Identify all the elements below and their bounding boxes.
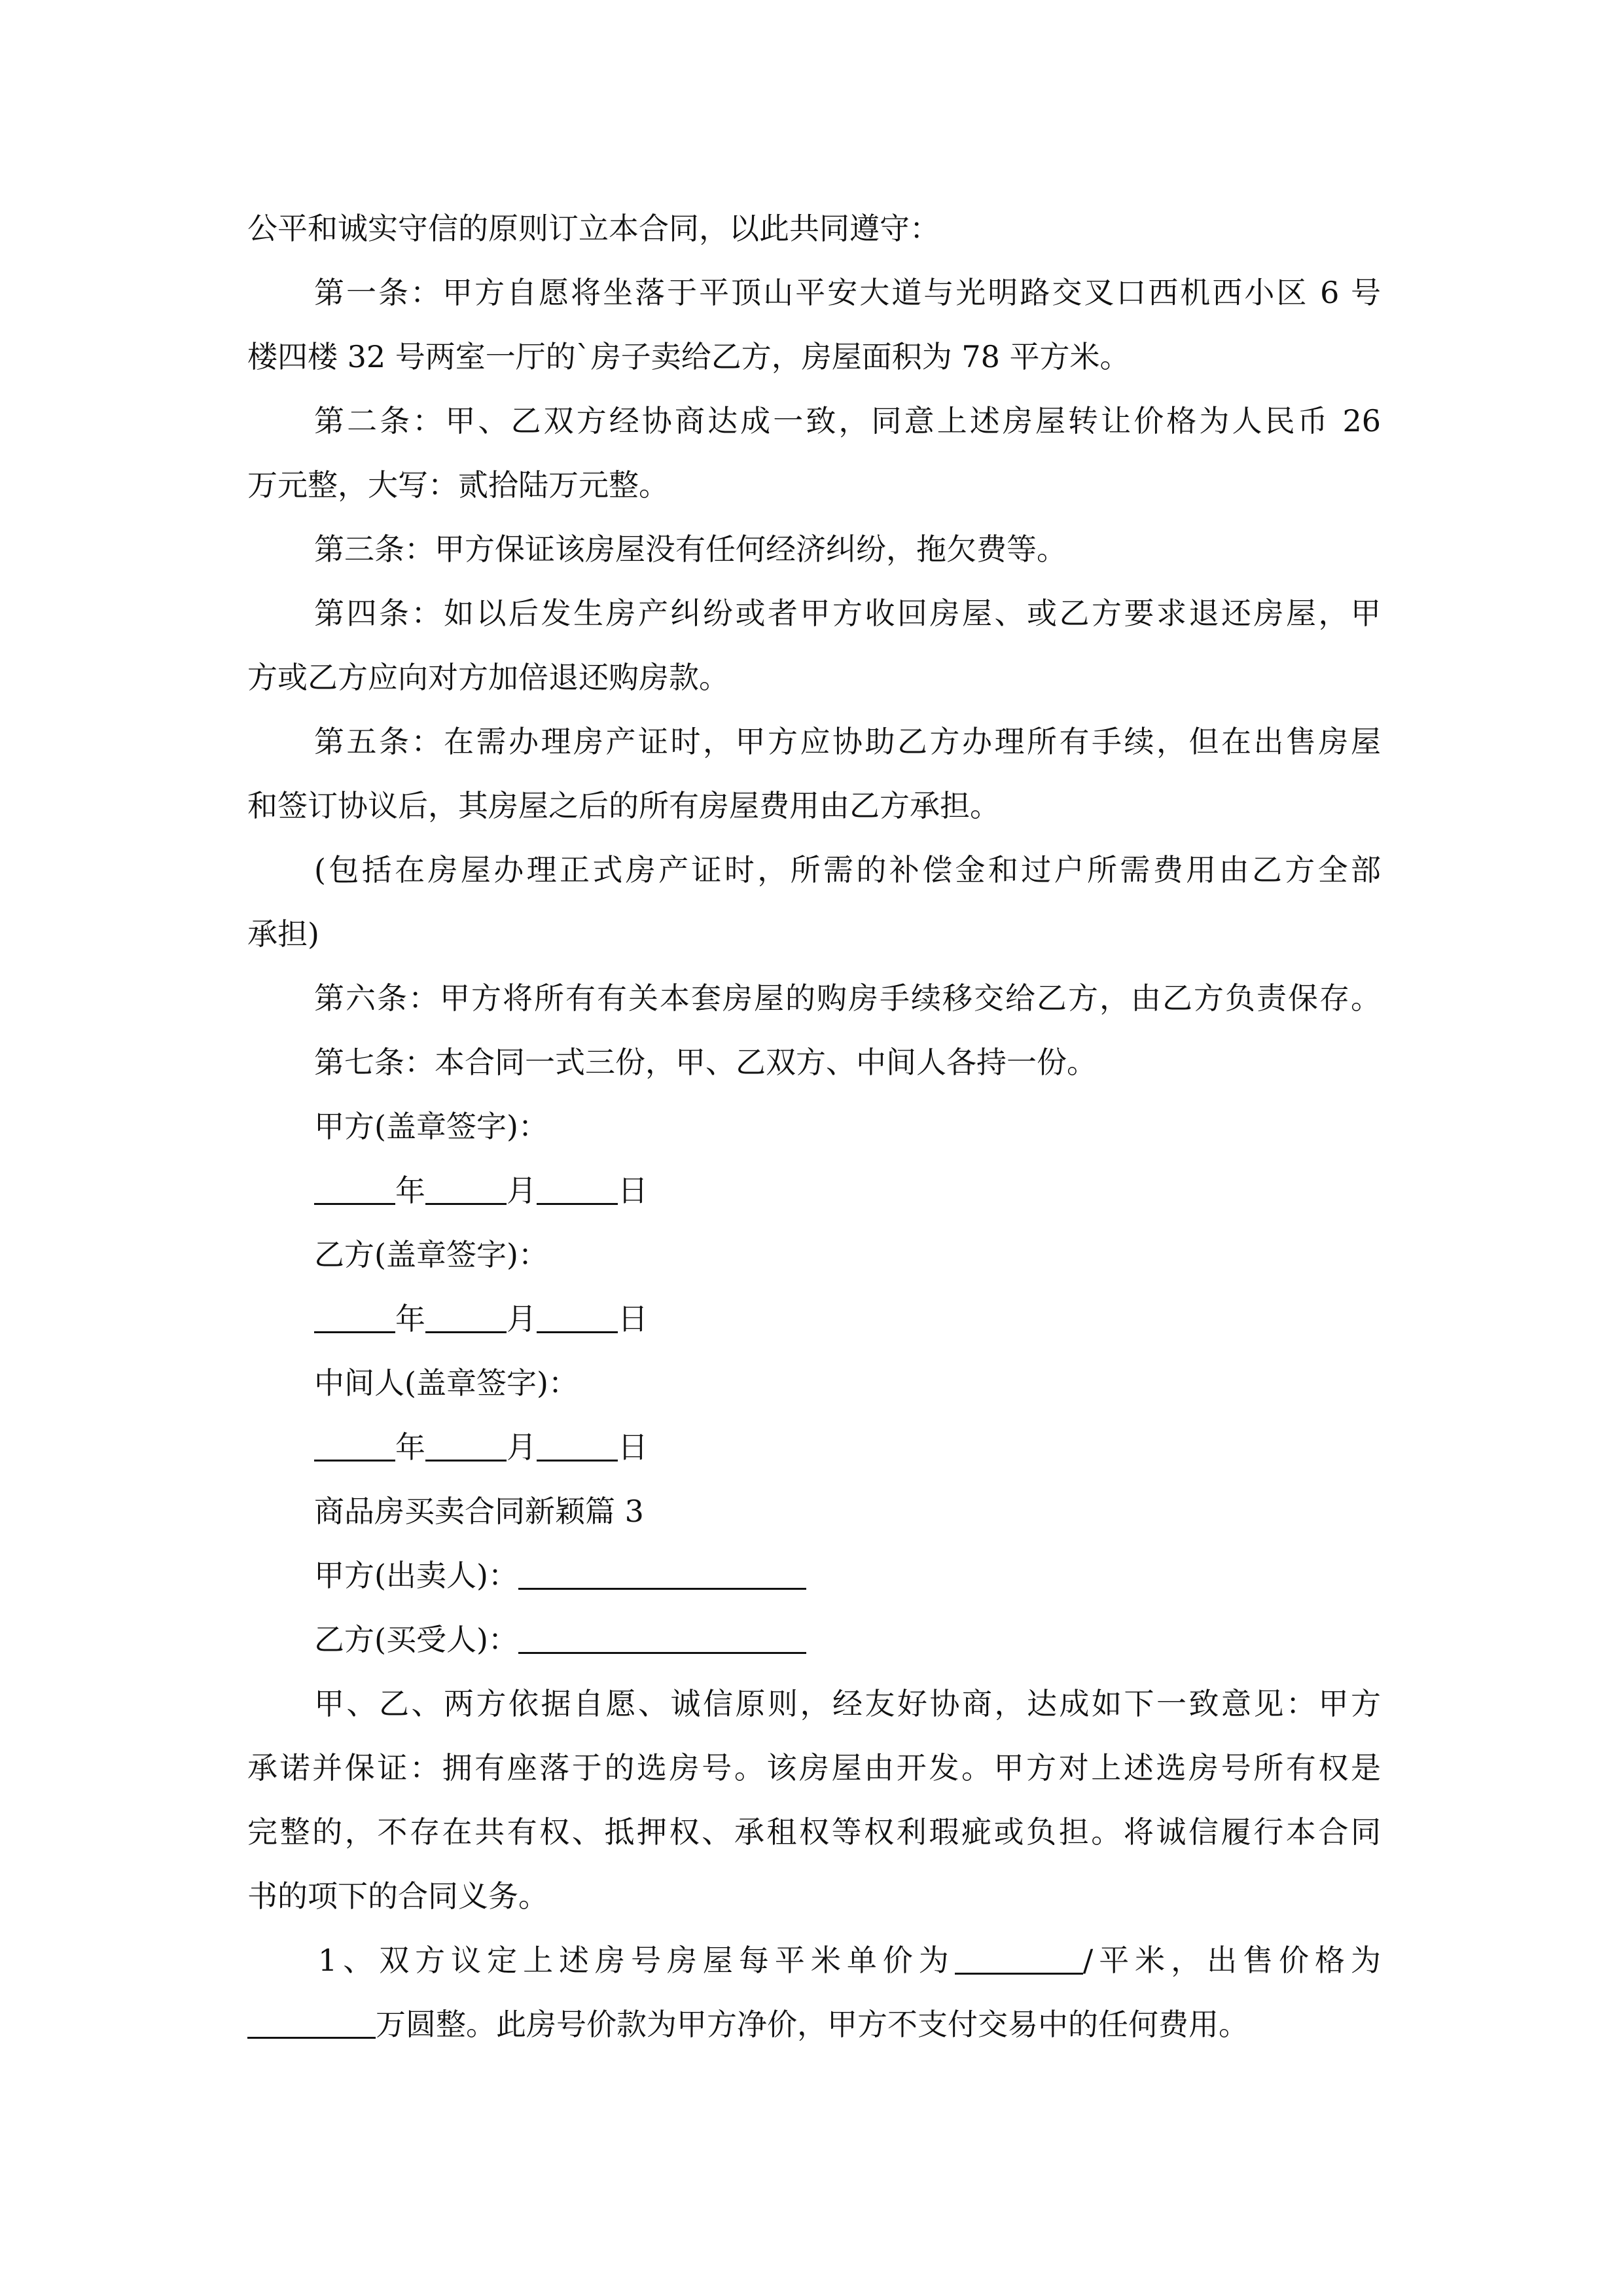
month-label: 月 xyxy=(507,1173,537,1208)
intermediary-date-line xyxy=(314,1424,1381,1470)
intro-line-2: 承诺并保证：拥有座落于的选房号。该房屋由开发。甲方对上述选房号所有权是 xyxy=(247,1750,1381,1785)
buyer-line xyxy=(314,1617,1381,1662)
paragraph-intro-continued: 公平和诚实守信的原则订立本合同，以此共同遵守： xyxy=(247,211,940,246)
buyer-name-blank xyxy=(518,1618,806,1654)
article-7: 第七条：本合同一式三份，甲、乙双方、中间人各持一份。 xyxy=(314,1045,1097,1080)
article-2-line-2: 万元整，大写：贰拾陆万元整。 xyxy=(247,467,669,503)
article-3: 第三条：甲方保证该房屋没有任何经济纠纷，拖欠费等。 xyxy=(314,531,1067,567)
seller-line xyxy=(314,1552,1381,1598)
item-1-text-b: /平米，出售价格为 xyxy=(1082,1943,1381,1978)
intro-line-1: 甲、乙、两方依据自愿、诚信原则，经友好协商，达成如下一致意见：甲方 xyxy=(314,1686,1381,1721)
day-label: 日 xyxy=(618,1301,648,1336)
item-1-line-2 xyxy=(247,2001,1381,2047)
year-blank xyxy=(314,1426,395,1462)
seller-name-blank xyxy=(518,1554,806,1590)
article-2-line-1: 第二条：甲、乙双方经协商达成一致，同意上述房屋转让价格为人民币 26 xyxy=(314,403,1381,439)
section-heading: 商品房买卖合同新颖篇 3 xyxy=(314,1494,644,1529)
day-blank xyxy=(537,1297,618,1333)
year-label: 年 xyxy=(395,1429,425,1465)
note-line-2: 承担) xyxy=(247,916,319,952)
article-5-line-1: 第五条：在需办理房产证时，甲方应协助乙方办理所有手续，但在出售房屋 xyxy=(314,724,1381,759)
intro-line-4: 书的项下的合同义务。 xyxy=(247,1878,548,1914)
month-blank xyxy=(425,1297,507,1333)
note-line-1: (包括在房屋办理正式房产证时，所需的补偿金和过户所需费用由乙方全部 xyxy=(314,852,1381,888)
party-a-date-line xyxy=(314,1168,1381,1213)
month-blank xyxy=(425,1426,507,1462)
intermediary-signature-label: 中间人(盖章签字)： xyxy=(314,1365,579,1401)
year-label: 年 xyxy=(395,1301,425,1336)
article-1-line-1: 第一条：甲方自愿将坐落于平顶山平安大道与光明路交叉口西机西小区 6 号 xyxy=(314,275,1381,310)
item-1-text-a: 1、双方议定上述房号房屋每平米单价为 xyxy=(318,1943,955,1978)
item-1-text-c: 万圆整。此房号价款为甲方净价，甲方不支付交易中的任何费用。 xyxy=(376,2007,1249,2042)
month-label: 月 xyxy=(507,1301,537,1336)
party-b-signature-label: 乙方(盖章签字)： xyxy=(314,1237,548,1272)
unit-price-blank xyxy=(955,1939,1083,1975)
party-a-signature-label: 甲方(盖章签字)： xyxy=(314,1109,548,1144)
day-label: 日 xyxy=(618,1429,648,1465)
article-5-line-2: 和签订协议后，其房屋之后的所有房屋费用由乙方承担。 xyxy=(247,788,1000,823)
month-label: 月 xyxy=(507,1429,537,1465)
total-price-blank xyxy=(247,2003,376,2039)
year-label: 年 xyxy=(395,1173,425,1208)
month-blank xyxy=(425,1169,507,1205)
item-1-line-1 xyxy=(318,1937,1381,1983)
intro-line-3: 完整的，不存在共有权、抵押权、承租权等权利瑕疵或负担。将诚信履行本合同 xyxy=(247,1814,1381,1850)
buyer-label: 乙方(买受人)： xyxy=(314,1622,518,1657)
year-blank xyxy=(314,1169,395,1205)
day-blank xyxy=(537,1426,618,1462)
seller-label: 甲方(出卖人)： xyxy=(314,1558,518,1593)
day-label: 日 xyxy=(618,1173,648,1208)
article-4-line-1: 第四条：如以后发生房产纠纷或者甲方收回房屋、或乙方要求退还房屋，甲 xyxy=(314,596,1381,631)
article-4-line-2: 方或乙方应向对方加倍退还购房款。 xyxy=(247,660,729,695)
year-blank xyxy=(314,1297,395,1333)
day-blank xyxy=(537,1169,618,1205)
article-6: 第六条：甲方将所有有关本套房屋的购房手续移交给乙方，由乙方负责保存。 xyxy=(314,980,1381,1016)
party-b-date-line xyxy=(314,1296,1381,1342)
article-1-line-2: 楼四楼 32 号两室一厅的`房子卖给乙方，房屋面积为 78 平方米。 xyxy=(247,339,1130,374)
